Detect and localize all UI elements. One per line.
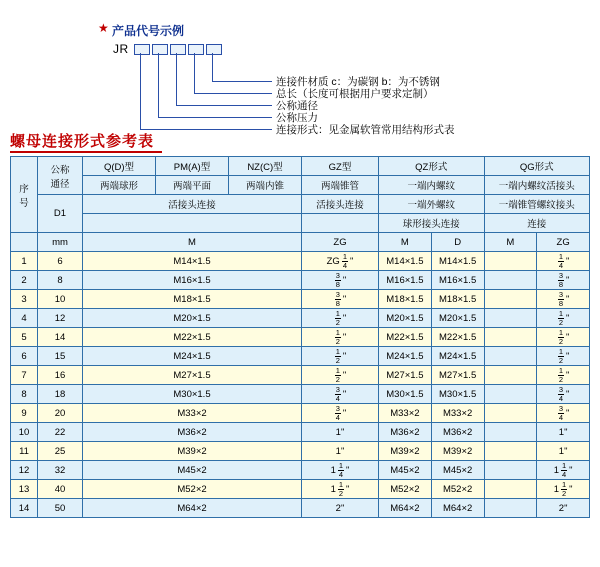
cell-thread-zg: $\frac{3}{8}$ " [302, 271, 379, 290]
cell-thread-m: M20×1.5 [83, 309, 302, 328]
cell-qg-zg: $\frac{3}{4}$ " [537, 385, 590, 404]
cell-thread-m: M16×1.5 [83, 271, 302, 290]
cell-thread-zg: 2" [302, 499, 379, 518]
cell-thread-zg: 1" [302, 423, 379, 442]
product-code-diagram [0, 0, 600, 136]
header-dn-top: 公称 [50, 164, 70, 176]
code-box-4 [188, 44, 204, 55]
table-row [11, 347, 590, 366]
header-code-qz: QZ形式 [379, 157, 485, 176]
cell-qz-d: M30×1.5 [431, 385, 484, 404]
cell-serial: 11 [11, 442, 38, 461]
cell-dn: 25 [38, 442, 83, 461]
cell-qg-zg: $\frac{1}{2}$ " [537, 366, 590, 385]
cell-qg-zg: 2" [537, 499, 590, 518]
leader-line-4-h [158, 117, 272, 118]
cell-qg-zg: 1" [537, 423, 590, 442]
leader-line-1-v [212, 53, 213, 81]
cell-thread-m: M45×2 [83, 461, 302, 480]
cell-qg-zg: $\frac{1}{2}$ " [537, 309, 590, 328]
cell-qz-d: M24×1.5 [431, 347, 484, 366]
header-code-nz: NZ(C)型 [229, 157, 302, 176]
header-unit-zg: ZG [302, 233, 379, 252]
cell-serial: 6 [11, 347, 38, 366]
cell-dn: 40 [38, 480, 83, 499]
header-serial-bottom: 号 [19, 197, 29, 209]
header-dn [38, 157, 83, 195]
table-row [11, 366, 590, 385]
leader-line-2-h [194, 93, 272, 94]
table-row [11, 252, 590, 271]
header-row-2 [11, 176, 590, 195]
cell-qz-m: M33×2 [379, 404, 432, 423]
leader-line-4-v [158, 53, 159, 117]
cell-qz-d: M20×1.5 [431, 309, 484, 328]
cell-thread-zg: 1 $\frac{1}{2}$ " [302, 480, 379, 499]
cell-qg-zg: $\frac{1}{4}$ " [537, 252, 590, 271]
cell-qg-m [484, 309, 537, 328]
cell-qz-m: M39×2 [379, 442, 432, 461]
header-row-units [11, 233, 590, 252]
cell-qg-m [484, 385, 537, 404]
cell-thread-m: M36×2 [83, 423, 302, 442]
cell-qg-zg: $\frac{3}{8}$ " [537, 271, 590, 290]
cell-qz-d: M27×1.5 [431, 366, 484, 385]
star-icon: ★ [98, 21, 109, 35]
cell-dn: 50 [38, 499, 83, 518]
cell-qz-m: M45×2 [379, 461, 432, 480]
nut-connection-table [10, 156, 590, 518]
diagram-label-length: 总长（长度可根据用户要求定制） [276, 88, 434, 100]
cell-qz-m: M64×2 [379, 499, 432, 518]
table-body [11, 252, 590, 518]
cell-serial: 1 [11, 252, 38, 271]
cell-thread-m: M24×1.5 [83, 347, 302, 366]
leader-line-1-h [212, 81, 272, 82]
cell-thread-m: M22×1.5 [83, 328, 302, 347]
header-unit-mm: mm [38, 233, 83, 252]
section-title-underline [10, 151, 162, 153]
cell-qg-m [484, 347, 537, 366]
header-blank-left [83, 214, 302, 233]
cell-serial: 8 [11, 385, 38, 404]
cell-thread-zg: $\frac{3}{4}$ " [302, 385, 379, 404]
cell-qz-d: M52×2 [431, 480, 484, 499]
cell-thread-m: M39×2 [83, 442, 302, 461]
cell-qz-m: M22×1.5 [379, 328, 432, 347]
cell-thread-zg: $\frac{1}{2}$ " [302, 328, 379, 347]
cell-thread-zg: 1 $\frac{1}{4}$ " [302, 461, 379, 480]
cell-dn: 15 [38, 347, 83, 366]
header-sub-nz: 两端内锥 [229, 176, 302, 195]
code-box-2 [152, 44, 168, 55]
cell-qz-d: M33×2 [431, 404, 484, 423]
code-box-3 [170, 44, 186, 55]
leader-line-5-h [140, 129, 272, 130]
header-unit-qg-m: M [484, 233, 537, 252]
cell-qg-m [484, 252, 537, 271]
header-qg-taper-thread: 一端锥管螺纹接头 [484, 195, 590, 214]
cell-serial: 4 [11, 309, 38, 328]
cell-serial: 9 [11, 404, 38, 423]
leader-line-3-h [176, 105, 272, 106]
cell-qz-m: M27×1.5 [379, 366, 432, 385]
cell-dn: 12 [38, 309, 83, 328]
cell-dn: 32 [38, 461, 83, 480]
cell-qg-zg: 1 $\frac{1}{2}$ " [537, 480, 590, 499]
cell-qz-m: M18×1.5 [379, 290, 432, 309]
code-prefix: JR [113, 42, 129, 56]
cell-thread-zg: $\frac{1}{2}$ " [302, 347, 379, 366]
header-sub-q: 两端球形 [83, 176, 156, 195]
cell-thread-zg: $\frac{1}{2}$ " [302, 366, 379, 385]
cell-dn: 10 [38, 290, 83, 309]
cell-qz-d: M18×1.5 [431, 290, 484, 309]
cell-thread-m: M30×1.5 [83, 385, 302, 404]
cell-qg-m [484, 290, 537, 309]
cell-dn: 20 [38, 404, 83, 423]
leader-line-3-v [176, 53, 177, 105]
cell-qg-m [484, 461, 537, 480]
cell-thread-zg: $\frac{3}{4}$ " [302, 404, 379, 423]
cell-qg-m [484, 271, 537, 290]
cell-qz-m: M16×1.5 [379, 271, 432, 290]
table-row [11, 271, 590, 290]
table-row [11, 328, 590, 347]
cell-qg-zg: $\frac{3}{4}$ " [537, 404, 590, 423]
diagram-label-dn: 公称通径 [276, 100, 318, 112]
code-box-5 [206, 44, 222, 55]
header-row-4 [11, 214, 590, 233]
cell-qg-zg: $\frac{1}{2}$ " [537, 347, 590, 366]
cell-serial: 10 [11, 423, 38, 442]
table-row [11, 461, 590, 480]
header-row-1 [11, 157, 590, 176]
diagram-label-connection: 连接形式：见金属软管常用结构形式表 [276, 124, 455, 136]
header-serial-top: 序 [19, 183, 29, 195]
header-sub-gz: 两端锥管 [302, 176, 379, 195]
cell-qz-d: M45×2 [431, 461, 484, 480]
table-row [11, 404, 590, 423]
table-row [11, 309, 590, 328]
leader-line-5-v [140, 53, 141, 129]
header-unit-m: M [83, 233, 302, 252]
diagram-title: 产品代号示例 [112, 24, 185, 38]
header-union-connection: 活接头连接 [83, 195, 302, 214]
header-unit-qz-m: M [379, 233, 432, 252]
cell-qg-m [484, 480, 537, 499]
table-head [11, 157, 590, 252]
cell-dn: 8 [38, 271, 83, 290]
cell-thread-zg: 1" [302, 442, 379, 461]
cell-qz-d: M36×2 [431, 423, 484, 442]
cell-serial: 7 [11, 366, 38, 385]
cell-qz-m: M30×1.5 [379, 385, 432, 404]
cell-serial: 12 [11, 461, 38, 480]
cell-qz-d: M16×1.5 [431, 271, 484, 290]
header-d1: D1 [38, 195, 83, 233]
cell-dn: 22 [38, 423, 83, 442]
cell-serial: 14 [11, 499, 38, 518]
cell-qz-d: M22×1.5 [431, 328, 484, 347]
diagram-label-pressure: 公称压力 [276, 112, 318, 124]
table-row [11, 385, 590, 404]
code-box-1 [134, 44, 150, 55]
cell-thread-m: M14×1.5 [83, 252, 302, 271]
cell-serial: 5 [11, 328, 38, 347]
cell-qz-m: M14×1.5 [379, 252, 432, 271]
cell-qz-d: M14×1.5 [431, 252, 484, 271]
header-code-gz: GZ型 [302, 157, 379, 176]
cell-thread-zg: $\frac{1}{2}$ " [302, 309, 379, 328]
header-unit-blank [11, 233, 38, 252]
cell-dn: 18 [38, 385, 83, 404]
table-row [11, 442, 590, 461]
cell-qg-m [484, 499, 537, 518]
cell-qg-m [484, 423, 537, 442]
header-sub-qg: 一端内螺纹活接头 [484, 176, 590, 195]
cell-thread-zg: $\frac{3}{8}$ " [302, 290, 379, 309]
cell-qg-zg: $\frac{3}{8}$ " [537, 290, 590, 309]
cell-qg-m [484, 366, 537, 385]
header-qg-connection: 连接 [484, 214, 590, 233]
cell-thread-m: M52×2 [83, 480, 302, 499]
header-qz-ball-joint: 球形接头连接 [379, 214, 485, 233]
cell-dn: 16 [38, 366, 83, 385]
table-row [11, 290, 590, 309]
header-sub-qz: 一端内螺纹 [379, 176, 485, 195]
table-row [11, 480, 590, 499]
header-unit-qg-zg: ZG [537, 233, 590, 252]
nut-connection-table-wrap [10, 156, 590, 518]
header-qz-external-thread: 一端外螺纹 [379, 195, 485, 214]
header-blank-gz [302, 214, 379, 233]
diagram-label-material: 连接件材质 c：为碳钢 b：为不锈钢 [276, 76, 440, 88]
cell-qz-m: M20×1.5 [379, 309, 432, 328]
cell-serial: 3 [11, 290, 38, 309]
table-row [11, 499, 590, 518]
cell-thread-m: M64×2 [83, 499, 302, 518]
cell-thread-m: M27×1.5 [83, 366, 302, 385]
table-row [11, 423, 590, 442]
cell-dn: 6 [38, 252, 83, 271]
header-dn-bottom: 通径 [50, 178, 70, 190]
cell-dn: 14 [38, 328, 83, 347]
header-code-q: Q(D)型 [83, 157, 156, 176]
header-gz-union: 活接头连接 [302, 195, 379, 214]
cell-qz-d: M64×2 [431, 499, 484, 518]
header-row-3 [11, 195, 590, 214]
header-sub-pm: 两端平面 [156, 176, 229, 195]
header-code-pm: PM(A)型 [156, 157, 229, 176]
cell-qg-m [484, 442, 537, 461]
cell-qg-m [484, 328, 537, 347]
cell-serial: 2 [11, 271, 38, 290]
header-unit-qz-d: D [431, 233, 484, 252]
cell-qz-m: M52×2 [379, 480, 432, 499]
cell-qg-zg: 1" [537, 442, 590, 461]
cell-qg-m [484, 404, 537, 423]
header-serial [11, 157, 38, 233]
cell-serial: 13 [11, 480, 38, 499]
cell-qz-d: M39×2 [431, 442, 484, 461]
cell-qz-m: M36×2 [379, 423, 432, 442]
section-title: 螺母连接形式参考表 [10, 133, 155, 150]
leader-line-2-v [194, 53, 195, 93]
cell-thread-m: M33×2 [83, 404, 302, 423]
cell-thread-m: M18×1.5 [83, 290, 302, 309]
cell-qz-m: M24×1.5 [379, 347, 432, 366]
header-code-qg: QG形式 [484, 157, 590, 176]
cell-thread-zg: ZG $\frac{1}{4}$ " [302, 252, 379, 271]
cell-qg-zg: 1 $\frac{1}{4}$ " [537, 461, 590, 480]
cell-qg-zg: $\frac{1}{2}$ " [537, 328, 590, 347]
